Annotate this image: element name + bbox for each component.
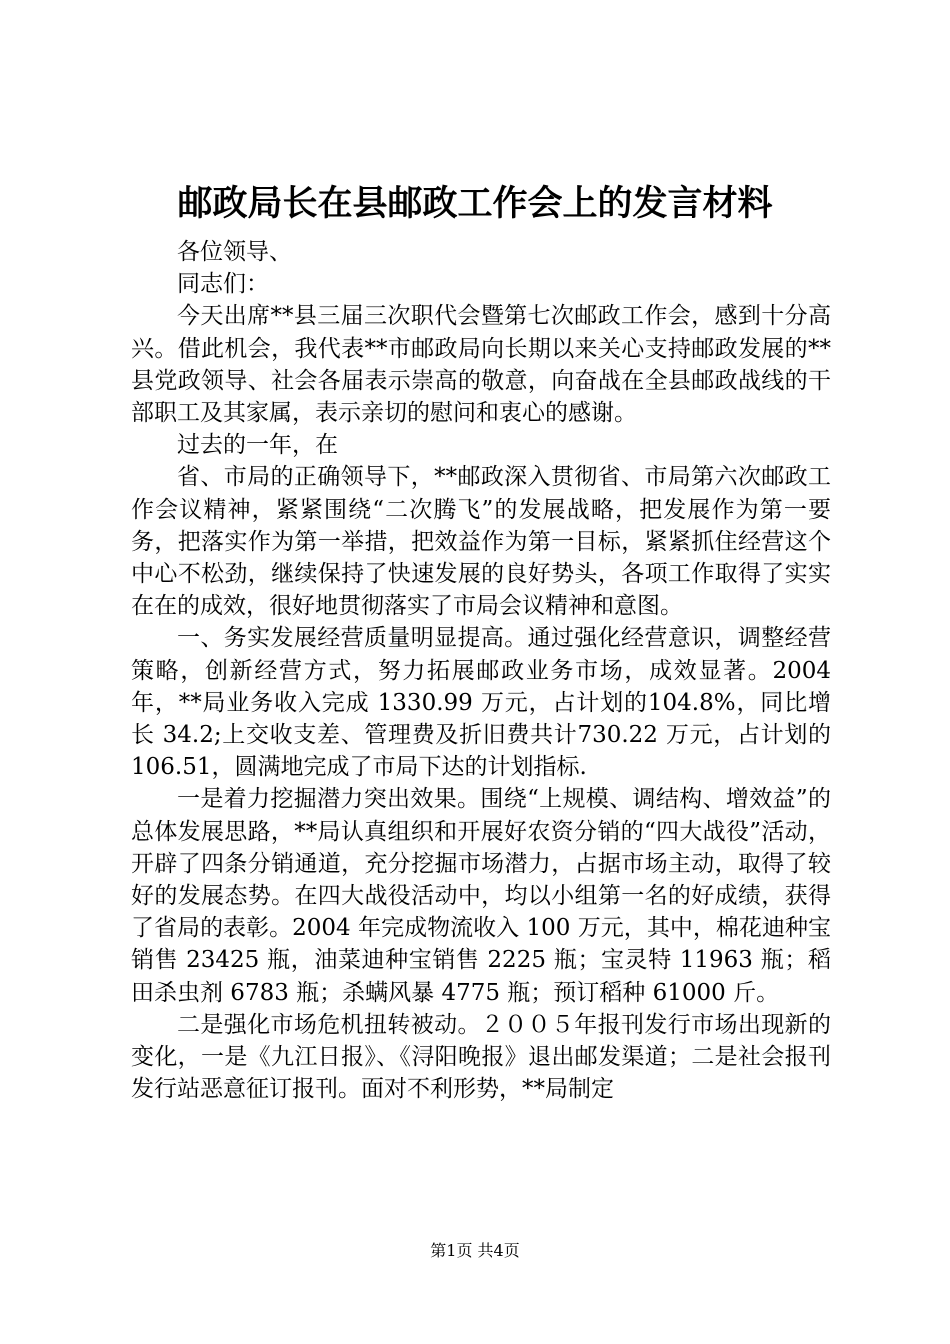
page-footer: 第1页 共4页 (430, 1241, 520, 1260)
document-title: 邮政局长在县邮政工作会上的发言材料 (177, 183, 773, 224)
paragraph-opening: 今天出席**县三届三次职代会暨第七次邮政工作会，感到十分高兴。借此机会，我代表**市邮政局向长期以来关心支持邮政发展的**县党政领导、社会各届表示崇高的敬意，向奋战在全县邮政战线的干部职工及其家属，表示亲切的慰问和衷心的感谢。 (131, 303, 831, 427)
salutation-leaders: 各位领导、 (177, 239, 292, 265)
document-body (131, 236, 831, 1105)
salutation-comrades: 同志们： (177, 271, 269, 298)
paragraph-point-one: 一是着力挖掘潜力突出效果。围绕“上规模、调结构、增效益”的总体发展思路，**局认真组织和开展好农资分销的“四大战役”活动，开辟了四条分销通道，充分挖掘市场潜力，占据市场主动，取得了较好的发展态势。在四大战役活动中，均以小组第一名的好成绩，获得了省局的表彰。2004 年完成物流收入 100 万元，其中，棉花迪种宝销售 23425 瓶，油菜迪种宝销售 2225 瓶；宝灵特 11963 瓶；稻田杀虫剂 6783 瓶；杀螨风暴 4775 瓶；预订稻种 61000 斤。 (131, 786, 831, 1006)
paragraph-section-one: 一、务实发展经营质量明显提高。通过强化经营意识，调整经营策略，创新经营方式，努力拓展邮政业务市场，成效显著。2004 年，**局业务收入完成 1330.99 万元，占计划的104.8%，同比增长 34.2;上交收支差、管理费及折旧费共计730.22 万元，占计划的 106.51，圆满地完成了市局下达的计划指标. (131, 625, 831, 781)
paragraph-point-two: 二是强化市场危机扭转被动。２００５年报刊发行市场出现新的变化，一是《九江日报》、《浔阳晚报》退出邮发渠道；二是社会报刊发行站恶意征订报刊。面对不利形势，**局制定 (131, 1011, 831, 1103)
paragraph-past-year: 过去的一年，在 (177, 432, 338, 459)
paragraph-leadership: 省、市局的正确领导下，**邮政深入贯彻省、市局第六次邮政工作会议精神，紧紧围绕“二次腾飞”的发展战略，把发展作为第一要务，把落实作为第一举措，把效益作为第一目标，紧紧抓住经营这个中心不松劲，继续保持了快速发展的良好势头，各项工作取得了实实在在的成效，很好地贯彻落实了市局会议精神和意图。 (131, 464, 831, 620)
